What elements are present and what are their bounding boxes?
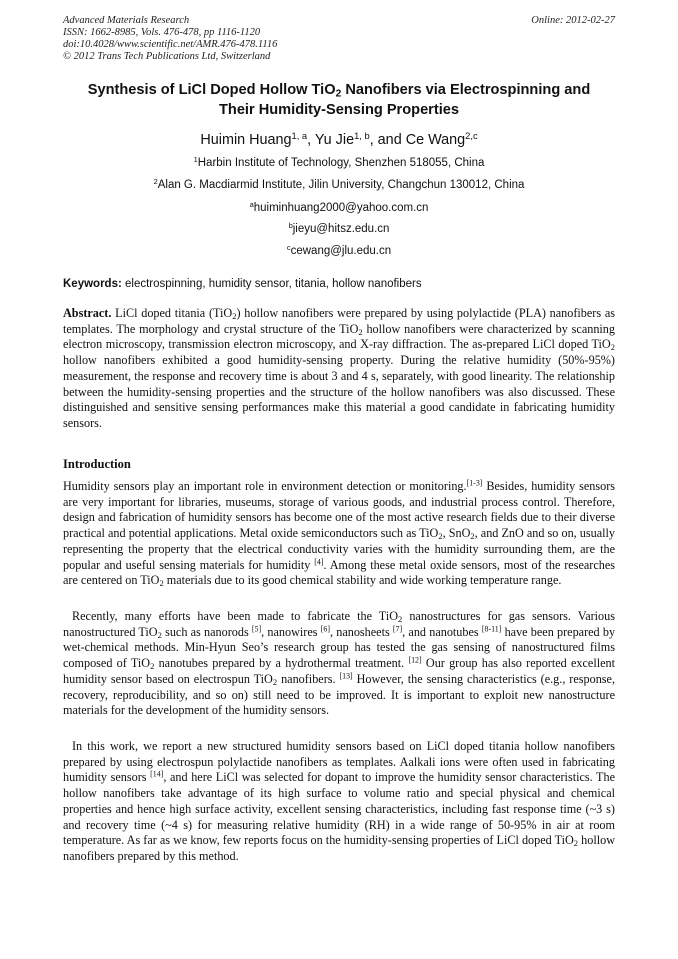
intro-paragraph-1: Humidity sensors play an important role in environment detection or monitoring.[1-3] Besides, humidity sensors are very important for libraries, museums, storage of various goods, and industrial process control. Therefore, design and fabrication of humidity sensors has become one of the most active research fields due to their diverse practical and potential applications. Metal oxide semiconductors such as TiO$_2$, SnO$_2$, and ZnO and so on, usually representing the property that the electrical conductivity varies with the humidity surrounding them, are the popular and useful sensing materials for humidity [4]. Among these metal oxide sensors, most of the researches are centered on TiO$_2$ materials due to its good chemical stability and wide working temperature range. [63, 478, 615, 589]
doi-line: doi:10.4028/www.scientific.net/AMR.476-478.1116 [63, 39, 278, 50]
affiliation-2: $^2$Alan G. Macdiarmid Institute, Jilin University, Changchun 130012, China [153, 176, 525, 191]
keywords: Keywords: electrospinning, humidity sensor, titania, hollow nanofibers [63, 278, 422, 290]
intro-paragraph-3: In this work, we report a new structured humidity sensors based on LiCl doped titania hollow nanofibers prepared by using electrospun polylactide nanofibers as templates. Aalkali ions were often used in fabricating humidity sensors [14], and here LiCl was selected for dopant to improve the humidity sensor characteristics. The hollow nanofibers take advantage of its high surface to volume ratio and special physical and chemical properties and hence high surface activity, excellent sensing characteristics, including fast response time (~3 s) and recovery time (~4 s) for measuring relative humidity (RH) in a wide range of 50-95% in air at room temperature. As far as we know, few reports focus on the humidity-sensing properties of LiCl doped TiO$_2$ hollow nanofibers prepared by this method. [63, 739, 615, 863]
journal-name: Advanced Materials Research [63, 15, 190, 26]
abstract: Abstract. LiCl doped titania (TiO$_2$) hollow nanofibers were prepared by using polylactide (PLA) nanofibers as templates. The morphology and crystal structure of the TiO$_2$ hollow nanofibers were characterized by scanning electron microscopy, transmission electron microscopy, and X-ray diffraction. The as-prepared LiCl doped TiO$_2$ hollow nanofibers exhibited a good humidity-sensing property. During the relative humidity (50%-95%) measurement, the response and recovery time is about 3 and 4 s, separately, with good linearity. The relationship between the humidity-sensing properties and the structure of the hollow nanofibers was also discussed. These distinguished and sensitive sensing performances make this material a good candidate in fabricating humidity sensors. [63, 306, 615, 430]
section-heading-introduction: Introduction [63, 457, 131, 471]
issn-line: ISSN: 1662-8985, Vols. 476-478, pp 1116-1120 [63, 27, 261, 38]
email-b: $^b$jieyu@hitsz.edu.cn [288, 220, 390, 235]
paper-title: Synthesis of LiCl Doped Hollow TiO$_2$ Nanofibers via Electrospinning and Their Humidity-Sensing Properties [87, 82, 591, 118]
copyright-line: © 2012 Trans Tech Publications Ltd, Switzerland [63, 51, 271, 62]
email-c: $^c$cewang@jlu.edu.cn [286, 242, 392, 257]
online-date: Online: 2012-02-27 [531, 15, 615, 26]
author-list: Huimin Huang$^{1, a}$, Yu Jie$^{1, b}$, and Ce Wang$^{2,c}$ [200, 130, 478, 148]
intro-paragraph-2: Recently, many efforts have been made to fabricate the TiO$_2$ nanostructures for gas sensors. Various nanostructured TiO$_2$ such as nanorods [5], nanowires [6], nanosheets [7], and nanotubes [8-11] have been prepared by wet-chemical methods. Min-Hyun Seo’s research group has tested the gas sensing of nanostructured films composed of TiO$_2$ nanotubes prepared by a hydrothermal treatment. [12] Our group has also reported excellent humidity sensor based on electrospun TiO$_2$ nanofibers. [13] However, the sensing characteristics (e.g., response, recovery, reproducibility, and so on) still need to be improved. It is important to exploit new nanostructure materials for the development of the humidity sensors. [63, 609, 616, 718]
email-a: $^a$huiminhuang2000@yahoo.com.cn [249, 199, 429, 214]
affiliation-1: $^1$Harbin Institute of Technology, Shenzhen 518055, China [193, 154, 485, 169]
